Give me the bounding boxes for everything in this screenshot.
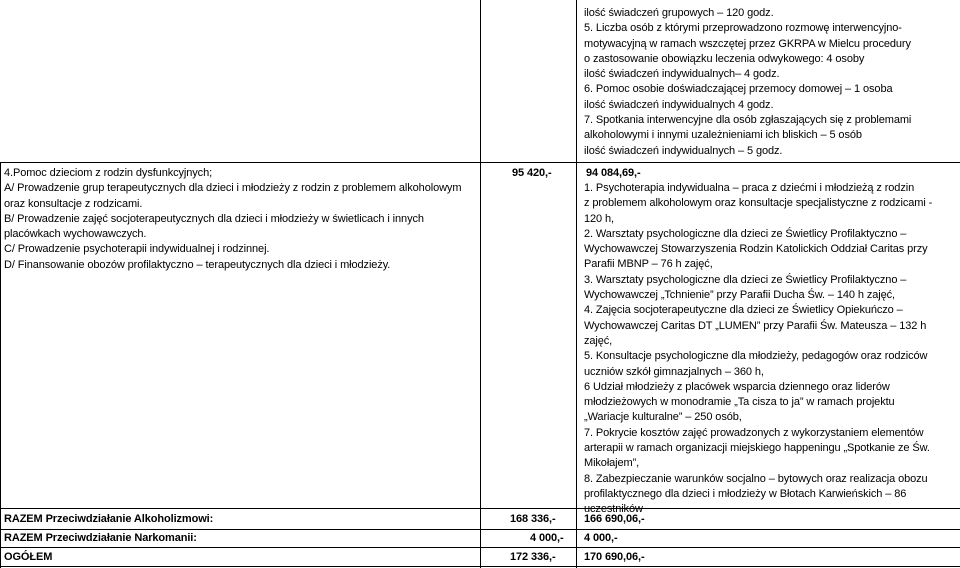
text-line: 3. Warsztaty psychologiczne dla dzieci ze Świetlicy Profilaktyczno –	[584, 273, 907, 286]
grand-total-planned: 172 336,-	[510, 551, 556, 563]
text-line: 5. Konsultacje psychologiczne dla młodzieży, pedagogów oraz rodziców	[584, 350, 928, 363]
text-line: 120 h,	[584, 212, 614, 225]
text-line: młodzieżowych w monodramie „Ta cisza to ja” w ramach projektu	[584, 396, 895, 409]
text-line: 4.Pomoc dzieciom z rodzin dysfunkcyjnych;	[4, 167, 213, 179]
text-line: alkoholowymi i innymi uzależnieniami ich bliskich – 5 osób	[584, 129, 862, 142]
text-line: 8. Zabezpieczanie warunków socjalno – bytowych oraz realizacja obozu	[584, 472, 928, 485]
text-line: 5. Liczba osób z którymi przeprowadzono rozmowę interwencyjno-	[584, 22, 902, 35]
text-line: C/ Prowadzenie psychoterapii indywidualnej i rodzinnej.	[4, 243, 270, 256]
text-line: ilość świadczeń grupowych – 120 godz.	[584, 7, 774, 19]
text-line: zajęć,	[584, 334, 613, 347]
text-line: 2. Warsztaty psychologiczne dla dzieci ze Świetlicy Profilaktyczno –	[584, 227, 907, 240]
total-alcohol-label: RAZEM Przeciwdziałanie Alkoholizmowi:	[4, 513, 214, 525]
text-line: D/ Finansowanie obozów profilaktyczno – terapeutycznych dla dzieci i młodzieży.	[4, 258, 391, 271]
text-line: oraz konsultacje z rodzicami.	[4, 197, 143, 210]
row-divider-all	[0, 547, 960, 548]
row-divider-bottom	[0, 566, 960, 567]
text-line: z problemem alkoholowym oraz konsultacje specjalistyczne z rodzicami -	[584, 197, 933, 210]
text-line: Parafii MBNP – 76 h zajęć,	[584, 258, 713, 271]
row-divider-nark	[0, 529, 960, 530]
text-line: 6. Pomoc osobie doświadczającej przemocy domowej – 1 osoba	[584, 83, 893, 96]
col-divider-spent	[576, 0, 577, 568]
section4-description	[4, 166, 461, 273]
total-drugs-spent: 4 000,-	[584, 532, 618, 544]
text-line: ilość świadczeń indywidualnych 4 godz.	[584, 98, 774, 111]
top-right-text	[584, 6, 911, 159]
section4-realization	[584, 181, 932, 518]
text-line: uczniów szkół gimnazjalnych – 360 h,	[584, 365, 764, 378]
grand-total-label: OGÓŁEM	[4, 551, 53, 563]
text-line: 1. Psychoterapia indywidualna – praca z dziećmi i młodzieżą z rodzin	[584, 182, 915, 194]
text-line: placówkach wychowawczych.	[4, 228, 147, 241]
text-line: arterapii w ramach organizacji miejskiego happeningu „Spotkanie ze Św.	[584, 442, 930, 455]
text-line: 6 Udział młodzieży z placówek wsparcia dziennego oraz liderów	[584, 380, 890, 393]
text-line: uczestników	[584, 503, 643, 516]
text-line: Wychowawczej Caritas DT „LUMEN” przy Parafii Św. Mateusza – 132 h	[584, 319, 927, 332]
total-alcohol-planned: 168 336,-	[510, 513, 556, 525]
row-divider-top	[0, 162, 960, 163]
text-line: B/ Prowadzenie zajęć socjoterapeutycznych dla dzieci i młodzieży w świetlicach i innych	[4, 212, 424, 225]
col-divider-planned	[480, 0, 481, 568]
section4-spent-amount: 94 084,69,-	[586, 167, 641, 179]
text-line: 7. Pokrycie kosztów zajęć prowadzonych z wykorzystaniem elementów	[584, 426, 924, 439]
text-line: Wychowawczej „Tchnienie” przy Parafii Ducha Św. – 140 h zajęć,	[584, 289, 896, 302]
text-line: 4. Zajęcia socjoterapeutyczne dla dzieci ze Świetlicy Opiekuńczo –	[584, 304, 903, 317]
text-line: ilość świadczeń indywidualnych – 5 godz.	[584, 144, 783, 157]
text-line: profilaktycznego dla dzieci i młodzieży w Błotach Karwieńskich – 86	[584, 487, 907, 500]
text-line: ilość świadczeń indywidualnych– 4 godz.	[584, 68, 780, 81]
text-line: „Wariacje kulturalne” – 250 osób,	[584, 411, 742, 424]
text-line: A/ Prowadzenie grup terapeutycznych dla dzieci i młodzieży z rodzin z problemem alkoholowym	[4, 182, 462, 195]
text-line: Mikołajem”,	[584, 457, 640, 470]
text-line: 7. Spotkania interwencyjne dla osób zgłaszających się z problemami	[584, 114, 912, 127]
grand-total-spent: 170 690,06,-	[584, 551, 645, 563]
section4-planned-amount: 95 420,-	[512, 167, 552, 179]
total-drugs-planned: 4 000,-	[530, 532, 564, 544]
text-line: o zastosowanie obowiązku leczenia odwykowego: 4 osoby	[584, 52, 865, 65]
total-drugs-label: RAZEM Przeciwdziałanie Narkomanii:	[4, 532, 197, 544]
text-line: Wychowawczej Stowarzyszenia Rodzin Katolickich Oddział Caritas przy	[584, 243, 928, 256]
total-alcohol-spent: 166 690,06,-	[584, 513, 645, 525]
text-line: motywacyjną w ramach wszczętej przez GKRPA w Mielcu procedury	[584, 37, 911, 50]
